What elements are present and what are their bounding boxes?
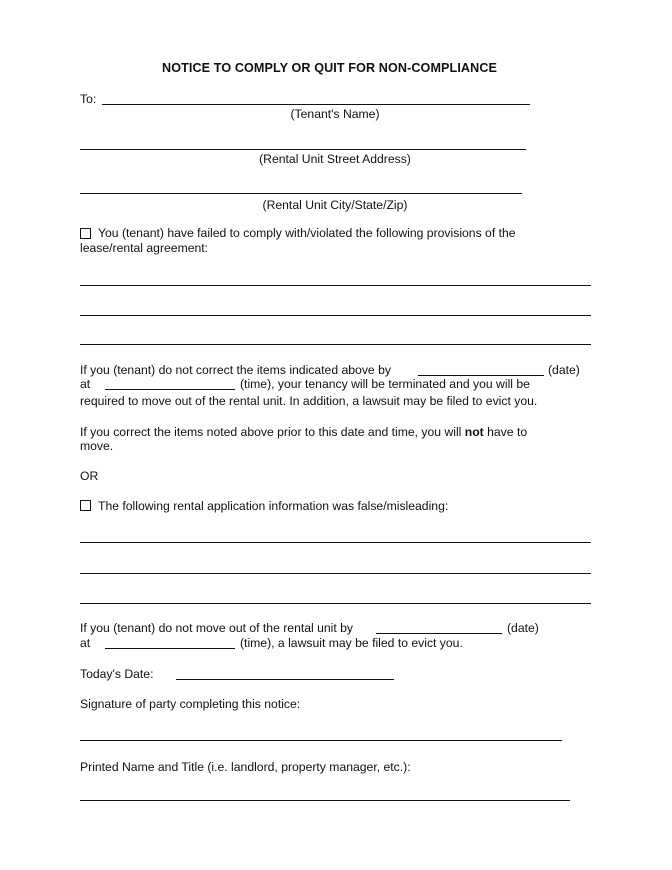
correct-date-line[interactable] xyxy=(418,375,544,376)
violation-text-line2: lease/rental agreement: xyxy=(80,241,209,255)
moveout-time-line[interactable] xyxy=(105,648,235,649)
city-state-zip-line[interactable] xyxy=(80,193,522,194)
tenant-name-line[interactable] xyxy=(102,104,530,105)
moveout-at-label: at xyxy=(80,636,91,650)
or-label: OR xyxy=(80,469,99,483)
application-text: The following rental application information was false/misleading: xyxy=(98,499,449,513)
violation-line-3[interactable] xyxy=(80,344,591,345)
correct-time-line[interactable] xyxy=(105,389,235,390)
violation-text-line1: You (tenant) have failed to comply with/violated the following provisions of the xyxy=(98,226,516,240)
correct-text-line2: (time), your tenancy will be terminated and you will be xyxy=(240,377,530,391)
moveout-text-line2: (time), a lawsuit may be filed to evict you. xyxy=(240,636,463,650)
application-checkbox[interactable] xyxy=(80,500,91,511)
prior-text-line1: If you correct the items noted above prior to this date and time, you will not have to xyxy=(80,425,528,439)
correct-date-label: (date) xyxy=(548,363,580,377)
printed-name-line[interactable] xyxy=(80,800,570,801)
not-emphasis: not xyxy=(464,425,484,439)
moveout-date-label: (date) xyxy=(507,621,539,635)
signature-label: Signature of party completing this notice: xyxy=(80,697,301,711)
street-address-caption: (Rental Unit Street Address) xyxy=(259,152,411,166)
violation-line-2[interactable] xyxy=(80,315,591,316)
street-address-line[interactable] xyxy=(80,149,526,150)
to-label: To: xyxy=(80,92,97,106)
todays-date-line[interactable] xyxy=(176,679,394,680)
signature-line[interactable] xyxy=(80,740,562,741)
application-line-2[interactable] xyxy=(80,573,591,574)
moveout-text-line1: If you (tenant) do not move out of the rental unit by xyxy=(80,621,354,635)
document-title: NOTICE TO COMPLY OR QUIT FOR NON-COMPLIANCE xyxy=(162,61,498,75)
correct-text-line3: required to move out of the rental unit. In addition, a lawsuit may be filed to evict you. xyxy=(80,394,538,408)
application-line-3[interactable] xyxy=(80,603,591,604)
tenant-name-caption: (Tenant's Name) xyxy=(290,107,380,121)
application-line-1[interactable] xyxy=(80,542,591,543)
moveout-date-line[interactable] xyxy=(376,633,502,634)
correct-text-line1: If you (tenant) do not correct the items indicated above by xyxy=(80,363,391,377)
violation-line-1[interactable] xyxy=(80,285,591,286)
printed-name-label: Printed Name and Title (i.e. landlord, property manager, etc.): xyxy=(80,760,411,774)
violation-checkbox[interactable] xyxy=(80,228,91,239)
correct-at-label: at xyxy=(80,377,91,391)
todays-date-label: Today's Date: xyxy=(80,667,154,681)
prior-text-line2: move. xyxy=(80,439,114,453)
city-state-zip-caption: (Rental Unit City/State/Zip) xyxy=(262,198,408,212)
